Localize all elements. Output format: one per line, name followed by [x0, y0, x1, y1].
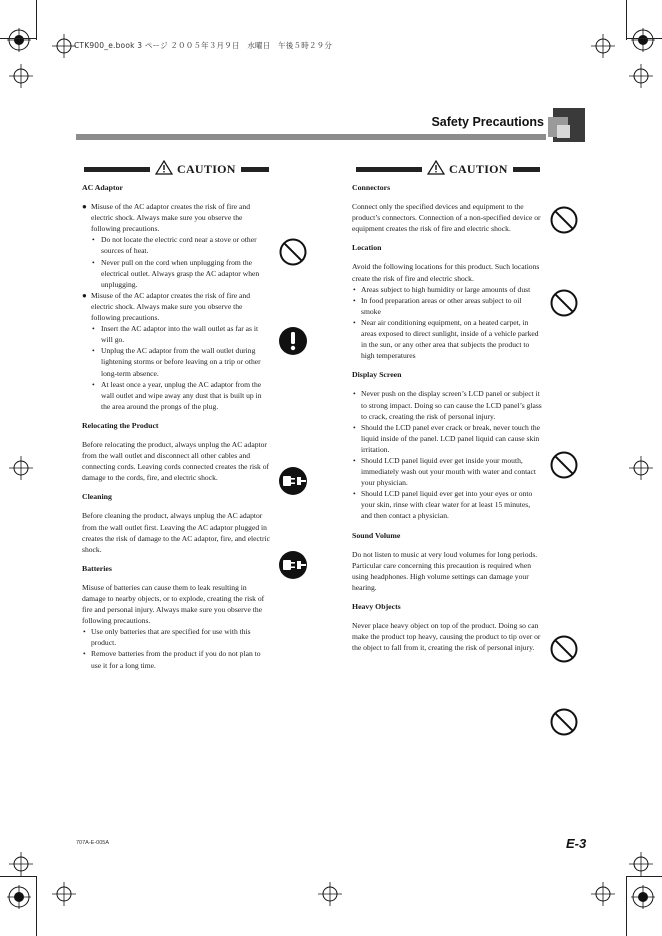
prohibited-icon [549, 288, 579, 318]
section-text: Before cleaning the product, always unplug the AC adaptor from the wall outlet first. Leaving the AC adaptor plugged in creates the risk of damage to the AC adaptor, fire, and electric shock. [82, 511, 270, 554]
section-location [352, 242, 542, 361]
list-item: • Unplug the AC adaptor from the wall outlet during lightening storms or before leaving on a trip or other long-term absence. [91, 345, 270, 378]
section-heading: Location [352, 243, 382, 253]
section-text: Never place heavy object on top of the product. Doing so can make the product top heavy, causing the product to tip over or the object to fall from it, creating the risk of personal injury. [352, 621, 541, 653]
section-text: Before relocating the product, always unplug the AC adaptor from the wall outlet and disconnect all other cables and connecting cords. Leaving cords connected creates the risk of damage to the cords, fire, and electric shock. [82, 439, 270, 483]
header-rule [76, 134, 546, 140]
crosshair-icon [9, 852, 33, 876]
list-item: • Never pull on the cord when unplugging from the electrical outlet. Always grasp the AC adaptor when unplugging. [91, 257, 270, 290]
section-ac-adaptor [82, 182, 270, 412]
mandatory-action-icon [278, 326, 308, 356]
crosshair-icon [9, 456, 33, 480]
list-item: • Insert the AC adaptor into the wall outlet as far as it will go. [91, 323, 270, 345]
crop-line [0, 38, 36, 39]
list-item: • Areas subject to high humidity or large amounts of dust [352, 284, 542, 295]
crop-line [0, 876, 36, 877]
crosshair-icon [52, 882, 76, 906]
crosshair-icon [591, 34, 615, 58]
list-item: • Should LCD panel liquid ever get into your eyes or onto your skin, rinse with clear water for at least 15 minutes, and then contact a physician. [352, 488, 542, 521]
list-item: • Use only batteries that are specified for use with this product. [82, 626, 270, 648]
section-text: Connect only the specified devices and equipment to the product’s connectors. Connection of a non-specified device or equipment creates the risk of fire and electric shock. [352, 202, 541, 234]
header-decoration [557, 125, 570, 138]
print-slug: CTK900_e.book 3 ページ ２００５年３月９日 水曜日 午後５時２９分 [74, 41, 333, 50]
registration-mark-icon [7, 28, 31, 52]
crosshair-icon [52, 34, 76, 58]
list-item: • Should the LCD panel ever crack or break, never touch the liquid inside of the panel. LCD panel liquid can cause skin irritation. [352, 422, 542, 455]
crosshair-icon [9, 64, 33, 88]
list-item: • Near air conditioning equipment, on a heated carpet, in areas exposed to direct sunlight, inside of a vehicle parked in the sun, or any other area that subjects the product to high temperatures [352, 317, 542, 361]
section-text: Do not listen to music at very loud volumes for long periods. Particular care concerning this precaution is required when using headphones. High volume settings can damage your hearing. [352, 549, 538, 592]
section-heading: Sound Volume [352, 530, 401, 540]
section-batteries [82, 563, 270, 671]
list-item: • Remove batteries from the product if you do not plan to use it for a long time. [82, 648, 270, 670]
registration-mark-icon [631, 28, 655, 52]
section-heading: Batteries [82, 563, 112, 573]
warning-triangle-icon [427, 160, 445, 179]
unplug-icon [278, 466, 308, 496]
list-item: ● Misuse of the AC adaptor creates the risk of fire and electric shock. Always make sure you observe the following precautions. • Insert the AC adaptor into the wall outlet as far as it will go. • Unplug the AC adaptor from the wall outlet during lightening storms or before leaving on a trip or other long-term absence. • At least once a year, unplug the AC adaptor from the wall outlet and wipe away any dust that is built up in the area around the prongs of the plug. [82, 290, 270, 412]
section-text: Misuse of batteries can cause them to leak resulting in damage to nearby objects, or to explode, creating the risk of fire and personal injury. Always make sure you observe the following precautions. [82, 582, 265, 626]
section-cleaning [82, 491, 270, 554]
section-sound-volume [352, 530, 542, 593]
section-heading: Display Screen [352, 370, 402, 380]
crop-line [36, 876, 37, 936]
list-item: • At least once a year, unplug the AC adaptor from the wall outlet and wipe away any dust that is built up in the area around the prongs of the plug. [91, 379, 270, 412]
warning-triangle-icon [155, 160, 173, 179]
document-code: 707A-E-005A [76, 840, 110, 846]
crosshair-icon [629, 64, 653, 88]
section-display-screen [352, 369, 542, 521]
caution-banner-right [356, 161, 540, 177]
section-heading: Relocating the Product [82, 420, 159, 430]
right-column [352, 182, 542, 661]
crop-line [626, 876, 627, 936]
section-heading: Heavy Objects [352, 602, 401, 611]
crosshair-icon [591, 882, 615, 906]
crop-line [626, 876, 662, 877]
crop-line [626, 0, 627, 40]
registration-mark-icon [7, 885, 31, 909]
prohibited-icon [549, 707, 579, 737]
section-heavy-objects [352, 601, 542, 653]
page-number: E-3 [566, 836, 587, 851]
crop-line [36, 0, 37, 40]
page-title: Safety Precautions [431, 115, 544, 129]
list-item: ● Misuse of the AC adaptor creates the risk of fire and electric shock. Always make sure you observe the following precautions. • Do not locate the electric cord near a stove or other sources of heat. • Never pull on the cord when unplugging from the electrical outlet. Always grasp the AC adaptor when unplugging. [82, 201, 270, 290]
unplug-icon [278, 550, 308, 580]
crosshair-icon [318, 882, 342, 906]
crosshair-icon [629, 852, 653, 876]
list-item: • Should LCD panel liquid ever get inside your mouth, immediately wash out your mouth with water and contact your physician. [352, 455, 542, 488]
section-connectors [352, 182, 542, 234]
section-heading: Cleaning [82, 492, 112, 502]
caution-label: CAUTION [449, 161, 508, 176]
section-text: Avoid the following locations for this product. Such locations create the risk of fire and electric shock. [352, 262, 540, 283]
caution-banner-left [84, 161, 269, 177]
section-heading: AC Adaptor [82, 183, 123, 192]
list-item: • Do not locate the electric cord near a stove or other sources of heat. [91, 234, 270, 256]
prohibited-icon [549, 634, 579, 664]
left-column [82, 182, 270, 679]
crop-line [626, 38, 662, 39]
crosshair-icon [629, 456, 653, 480]
prohibited-icon [278, 237, 308, 267]
caution-label: CAUTION [177, 161, 236, 176]
prohibited-icon [549, 205, 579, 235]
list-item: • In food preparation areas or other areas subject to oil smoke [352, 295, 542, 317]
section-heading: Connectors [352, 183, 391, 192]
registration-mark-icon [631, 885, 655, 909]
section-relocating [82, 420, 270, 483]
list-item: • Never push on the display screen’s LCD panel or subject it to strong impact. Doing so can cause the LCD panel’s glass to crack, creating the risk of personal injury. [352, 388, 542, 421]
prohibited-icon [549, 450, 579, 480]
